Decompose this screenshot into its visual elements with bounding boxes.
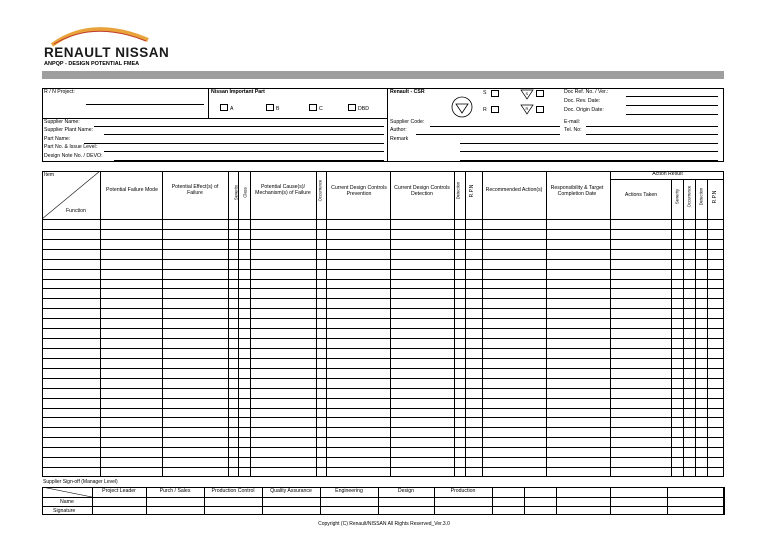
signoff-diagonal — [42, 487, 92, 497]
actions-taken-header: Actions Taken — [624, 192, 658, 199]
part-name-label: Part Name: — [44, 136, 71, 142]
signoff-role-quality-assurance: Quality Assurance — [270, 488, 312, 494]
nip-option-b: B — [276, 106, 280, 112]
supplier-plant-label: Supplier Plant Name: — [44, 127, 94, 133]
author-label: Author: — [390, 127, 407, 133]
nip-option-dbd: DBD — [358, 106, 369, 112]
detection-controls-header: Current Design Controls Detection — [394, 185, 450, 197]
csr-r-label: R — [483, 107, 487, 113]
svg-text:S: S — [525, 91, 529, 96]
supplier-code-label: Supplier Code: — [390, 119, 425, 125]
ar-occurrence-header: Occurrence — [686, 185, 692, 208]
email-label: E-mail: — [564, 119, 581, 125]
prevention-header: Current Design Controls Prevention — [331, 185, 387, 197]
recommended-header: Recommended Action(s) — [485, 187, 543, 194]
signoff-row-divider — [42, 497, 724, 498]
signoff-title: Supplier Sign-off (Manager Level) — [43, 479, 118, 485]
part-no-label: Part No. & Issue Level: — [44, 144, 98, 150]
nissan-important-part-label: Nissan Important Part — [211, 89, 265, 95]
responsibility-header: Responsibility & Target Completion Date — [550, 185, 604, 197]
renault-csr-label: Renault - CSR — [390, 89, 425, 95]
signoff-role-production: Production — [450, 488, 476, 494]
ar-severity-header: Severity — [674, 188, 680, 205]
causes-header: Potential Cause(s)/ Mechanism(s) of Failure — [255, 184, 311, 196]
signoff-column-divider — [524, 487, 525, 515]
tel-label: Tel. No: — [564, 127, 582, 133]
nip-option-c: C — [319, 106, 323, 112]
effects-header: Potential Effect(s) of Failure — [171, 184, 219, 196]
doc-origin-label: Doc. Origin Date: — [564, 107, 604, 113]
signoff-role-production-control: Production Control — [211, 488, 255, 494]
signoff-role-design: Design — [397, 488, 415, 494]
signoff-name-label: Name — [60, 499, 74, 505]
doc-rev-label: Doc. Rev. Date: — [564, 98, 601, 104]
detection-header: Detection — [455, 181, 461, 200]
csr-s-label: S — [483, 90, 487, 96]
signoff-row-divider — [42, 506, 724, 507]
ar-detection-header: Detection — [698, 187, 704, 206]
signoff-role-purch-sales: Purch / Sales — [159, 488, 191, 494]
occurrence-header: Occurrence — [317, 179, 323, 202]
remark-label: Remark — [390, 136, 409, 142]
signoff-column-divider — [667, 487, 668, 515]
signoff-column-divider — [492, 487, 493, 515]
signoff-signature-label: Signature — [53, 508, 76, 514]
signoff-role-project-leader: Project Leader — [102, 488, 136, 494]
doc-ref-label: Doc Ref. No. / Ver.: — [564, 89, 609, 95]
signoff-role-engineering: Engineering — [335, 488, 363, 494]
signoff-column-divider — [610, 487, 611, 515]
supplier-name-label: Supplier Name: — [44, 119, 80, 125]
form-title: ANPQP - DESIGN POTENTIAL FMEA — [44, 61, 140, 67]
class-header: Class — [242, 187, 248, 198]
action-result-header: Action Result — [652, 171, 683, 178]
rn-project-label: R / N Project: — [44, 89, 75, 95]
severity-header: Severity — [233, 184, 239, 201]
copyright: Copyright (C) Renault/NISSAN All Rights Reserved_Ver.3.0 — [318, 521, 450, 527]
rpn-header: R.P.N — [469, 184, 475, 198]
svg-text:R: R — [525, 106, 529, 111]
item-header: Item — [44, 172, 55, 178]
ar-rpn-header: R.P.N — [712, 190, 718, 204]
failure-mode-header: Potential Failure Mode — [106, 187, 158, 194]
signoff-column-divider — [556, 487, 557, 515]
nip-option-a: A — [230, 106, 234, 112]
brand-name: RENAULT NISSAN — [44, 45, 170, 60]
design-note-label: Design Note No. / DEVO: — [44, 153, 103, 159]
function-header: Function — [66, 208, 86, 214]
signoff-column-divider — [724, 487, 725, 515]
